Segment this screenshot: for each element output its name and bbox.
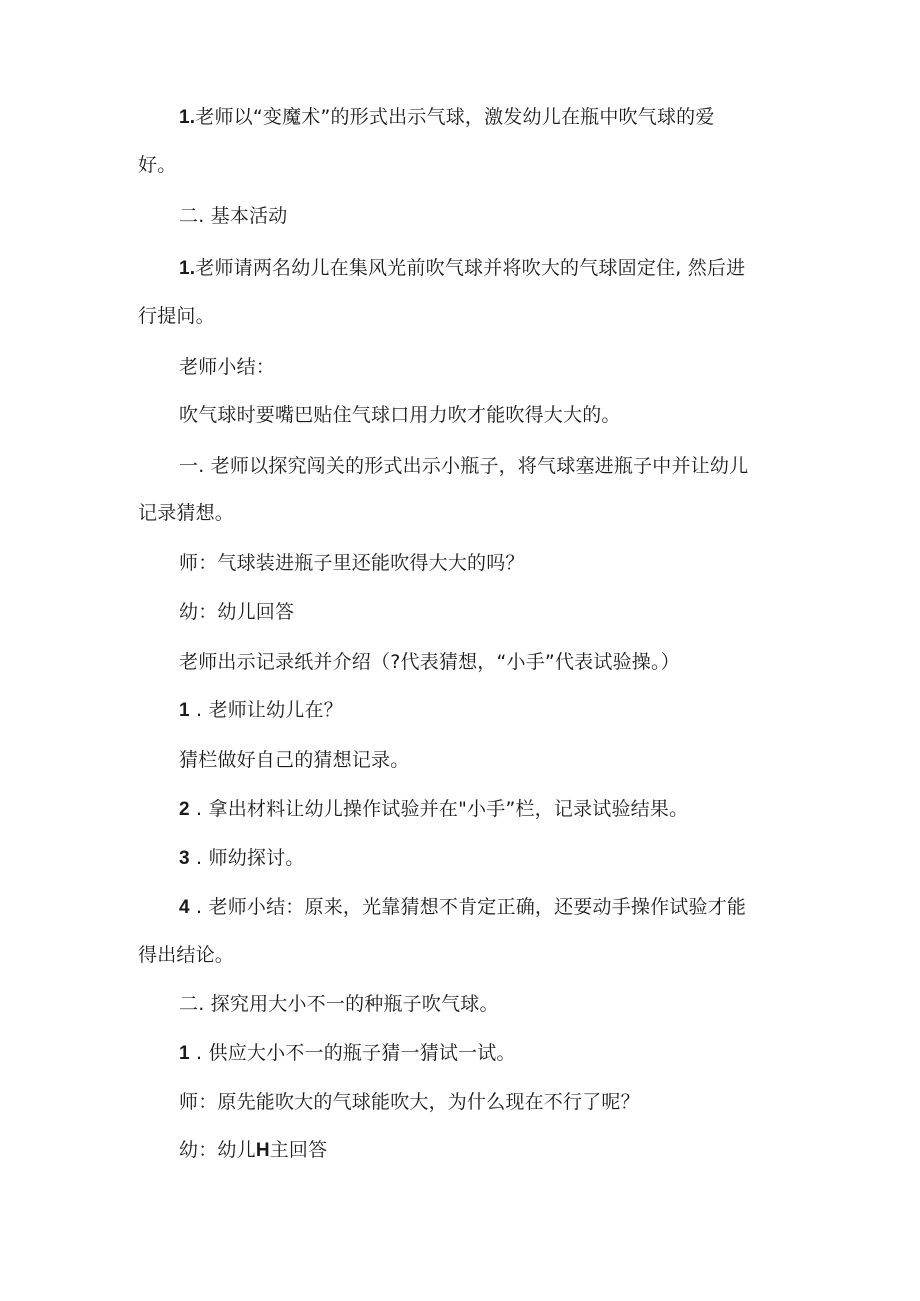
paragraph-1-line-2: 好。 bbox=[138, 154, 177, 176]
paragraph-9: 老师出示记录纸并介绍（?代表猜想，“小手”代表试验操。） bbox=[179, 651, 680, 673]
list-item-1 bbox=[179, 697, 343, 724]
child-answer: 幼：幼儿回答 bbox=[179, 601, 295, 623]
list-item-text: . 老师让幼儿在？ bbox=[189, 699, 343, 721]
list-number: 4 bbox=[179, 897, 190, 918]
child-answer-2 bbox=[179, 1137, 327, 1164]
section-heading-explore: 二. 探究用大小不一的种瓶子吹气球。 bbox=[179, 993, 499, 1015]
teacher-question-2: 师：原先能吹大的气球能吹大，为什么现在不行了呢？ bbox=[179, 1091, 640, 1113]
answer-suffix: 主回答 bbox=[269, 1139, 328, 1161]
paragraph-3-line-1 bbox=[179, 255, 745, 282]
list-number: 1 bbox=[179, 700, 190, 721]
paragraph-11: 猜栏做好自己的猜想记录。 bbox=[179, 749, 410, 771]
list-item-3 bbox=[179, 845, 305, 872]
list-item-text: . 供应大小不一的瓶子猜一猜试一试。 bbox=[189, 1042, 516, 1064]
paragraph-text: 老师请两名幼儿在集风光前吹气球并将吹大的气球固定住, 然后进 bbox=[195, 257, 746, 279]
list-number: 3 bbox=[179, 848, 190, 869]
paragraph-1-line-1 bbox=[179, 104, 715, 131]
paragraph-6-line-2: 记录猜想。 bbox=[138, 502, 235, 524]
list-number: 1. bbox=[179, 258, 196, 279]
paragraph-6-line-1: 一. 老师以探究闯关的形式出示小瓶子，将气球塞进瓶子中并让幼儿 bbox=[179, 455, 749, 477]
answer-bold-char: H bbox=[255, 1140, 270, 1161]
list-item-text: . 拿出材料让幼儿操作试验并在"小手”栏，记录试验结果。 bbox=[189, 798, 689, 820]
list-item-text: . 师幼探讨。 bbox=[189, 847, 305, 869]
list-item-2 bbox=[179, 796, 688, 823]
paragraph-text: 老师以“变魔术”的形式出示气球，激发幼儿在瓶中吹气球的爱 bbox=[195, 106, 715, 128]
teacher-summary-label: 老师小结： bbox=[179, 356, 276, 378]
teacher-question: 师：气球装进瓶子里还能吹得大大的吗？ bbox=[179, 552, 525, 574]
list-item-4-line-1 bbox=[179, 894, 746, 921]
paragraph-3-line-2: 行提问。 bbox=[138, 305, 215, 327]
list-item-1b bbox=[179, 1040, 516, 1067]
list-number: 1. bbox=[179, 107, 196, 128]
answer-prefix: 幼：幼儿 bbox=[179, 1139, 256, 1161]
list-number: 2 bbox=[179, 799, 190, 820]
list-item-4-line-2: 得出结论。 bbox=[138, 944, 235, 966]
list-item-text: . 老师小结：原来，光靠猜想不肯定正确，还要动手操作试验才能 bbox=[189, 896, 747, 918]
section-heading-basic-activity: 二. 基本活动 bbox=[179, 205, 288, 227]
paragraph-5: 吹气球时要嘴巴贴住气球口用力吹才能吹得大大的。 bbox=[179, 404, 621, 426]
list-number: 1 bbox=[179, 1043, 190, 1064]
